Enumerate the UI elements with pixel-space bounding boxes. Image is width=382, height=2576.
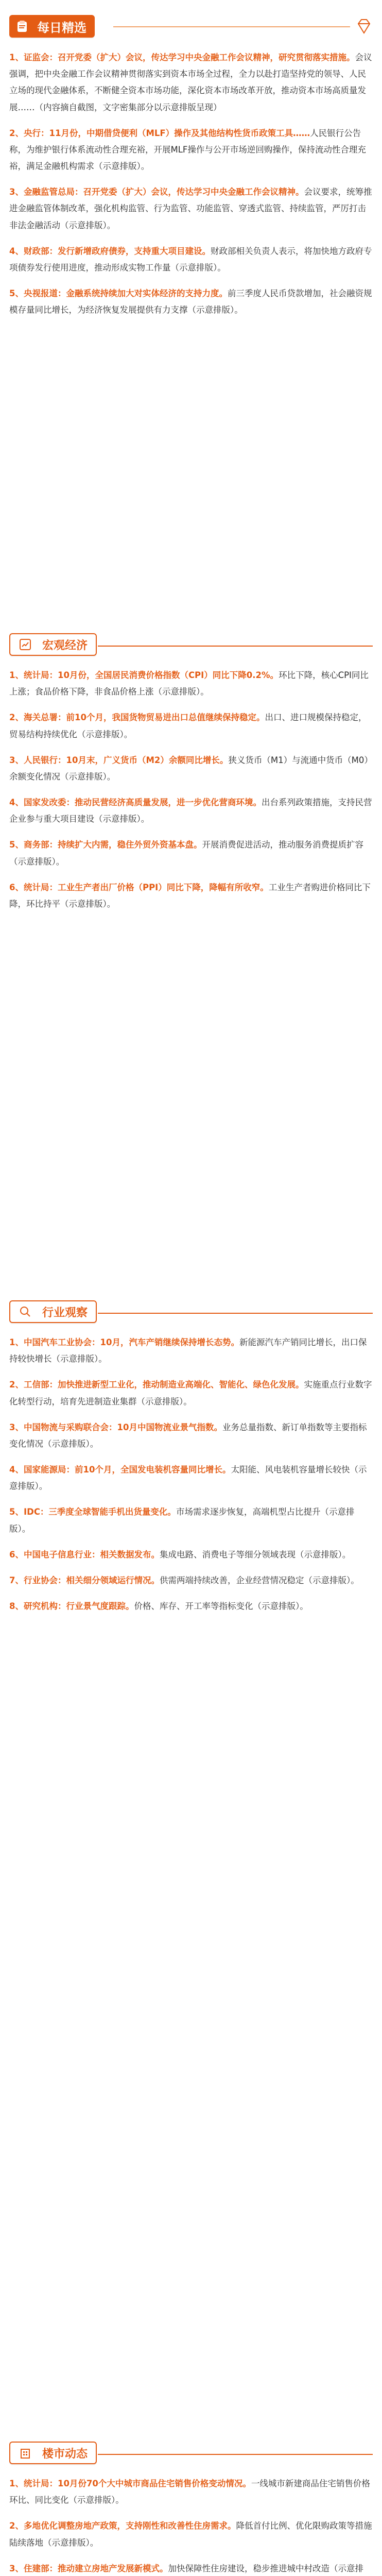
list-item (9, 794, 373, 827)
item-body: 出台系列政策措施，支持民营企业参与重大项目建设（示意排版）。 (9, 798, 372, 824)
item-lead: 央行：11月份，中期借贷便利（MLF）操作及其他结构性货币政策工具…… (23, 128, 310, 138)
list-item (9, 49, 373, 116)
list-item (9, 752, 373, 785)
diamond-icon (355, 18, 373, 35)
item-number: 5、 (9, 1507, 24, 1517)
chart-icon (19, 638, 32, 651)
list-item (9, 2476, 373, 2509)
list-item (9, 1598, 373, 1615)
item-body: 业务总量指数、新订单指数等主要指标变化情况（示意排版）。 (9, 1422, 367, 1449)
list-item (9, 184, 373, 234)
list-item (9, 2561, 373, 2576)
magnifier-icon (19, 1305, 32, 1318)
list-item (9, 243, 373, 276)
section-header-daily (0, 8, 382, 44)
section-header-property (0, 2434, 382, 2470)
list-item (9, 1419, 373, 1452)
item-number: 2、 (9, 128, 24, 138)
industry-content (9, 1334, 373, 1624)
item-body: 降低首付比例、优化限购政策等措施陆续落地（示意排版）。 (9, 2521, 372, 2548)
item-body: 环比下降，核心CPI同比上涨；食品价格下降，非食品价格上涨（示意排版）。 (9, 670, 369, 697)
list-item (9, 879, 373, 912)
section-rule (98, 1313, 373, 1314)
item-lead: 海关总署：前10个月，我国货物贸易进出口总值继续保持稳定。 (23, 713, 265, 723)
item-body: 人民银行公告称，为维护银行体系流动性合理充裕，开展MLF操作与公开市场逆回购操作，保持流动性合理充裕，满足金融机构需求（示意排版）。 (9, 128, 366, 172)
item-number: 5、 (9, 840, 24, 850)
item-number: 7、 (9, 1575, 24, 1585)
list-item (9, 1572, 373, 1589)
item-number: 3、 (9, 1422, 24, 1432)
item-lead: 商务部：持续扩大内需，稳住外贸外资基本盘。 (23, 840, 202, 850)
item-lead: 国家发改委：推动民营经济高质量发展，进一步优化营商环境。 (23, 798, 262, 808)
item-body: 前三季度人民币贷款增加，社会融资规模存量同比增长，为经济恢复发展提供有力支撑（示意排版）。 (9, 289, 372, 315)
item-body: 供需两端持续改善，企业经营情况稳定（示意排版）。 (159, 1575, 359, 1585)
item-lead: 央视报道：金融系统持续加大对实体经济的支持力度。 (23, 289, 228, 299)
list-item (9, 1547, 373, 1563)
item-lead: 住建部：推动建立房地产发展新模式。 (23, 2563, 168, 2573)
item-body: 出口、进口规模保持稳定，贸易结构持续优化（示意排版）。 (9, 713, 367, 739)
item-number: 4、 (9, 798, 24, 808)
item-lead: 统计局：10月份，全国居民消费价格指数（CPI）同比下降0.2%。 (23, 670, 279, 680)
item-lead: 人民银行：10月末，广义货币（M2）余额同比增长。 (23, 755, 229, 765)
list-item (9, 1462, 373, 1495)
section-tag-daily (9, 15, 95, 38)
building-icon (19, 2446, 32, 2460)
item-lead: 中国电子信息行业：相关数据发布。 (23, 1549, 160, 1560)
list-item (9, 1334, 373, 1367)
item-number: 1、 (9, 2479, 24, 2488)
item-number: 6、 (9, 1549, 24, 1560)
item-lead: 金融监管总局：召开党委（扩大）会议，传达学习中央金融工作会议精神。 (23, 187, 304, 197)
list-item (9, 667, 373, 700)
item-lead: 工信部：加快推进新型工业化，推动制造业高端化、智能化、绿色化发展。 (23, 1380, 304, 1390)
item-body: 财政部相关负责人表示，将加快地方政府专项债券发行使用进度，推动形成实物工作量（示意排版）。 (9, 246, 372, 273)
item-lead: IDC：三季度全球智能手机出货量变化。 (23, 1507, 176, 1517)
macro-content (9, 667, 373, 922)
item-number: 4、 (9, 246, 24, 256)
item-body: 实施重点行业数字化转型行动，培育先进制造业集群（示意排版）。 (9, 1380, 372, 1406)
clipboard-icon (15, 20, 29, 33)
section-title-daily: 每日精选 (37, 20, 86, 35)
item-body: 开展消费促进活动，推动服务消费提质扩容（示意排版）。 (9, 840, 363, 867)
item-body: 会议要求，统筹推进金融监管体制改革，强化机构监管、行为监管、功能监管、穿透式监管、持续监管，严厉打击非法金融活动（示意排版）。 (9, 187, 372, 230)
item-lead: 行业协会：相关细分领域运行情况。 (23, 1575, 160, 1585)
item-body: 工业生产者购进价格同比下降，环比持平（示意排版）。 (9, 882, 371, 909)
item-number: 3、 (9, 755, 24, 765)
item-number: 6、 (9, 882, 24, 892)
list-item (9, 709, 373, 742)
section-header-industry (0, 1293, 382, 1329)
list-item (9, 1377, 373, 1410)
section-tag-industry (9, 1300, 97, 1323)
item-number: 1、 (9, 1337, 24, 1347)
daily-content (9, 49, 373, 328)
item-lead: 财政部：发行新增政府债券，支持重大项目建设。 (23, 246, 211, 256)
item-body: 太阳能、风电装机容量增长较快（示意排版）。 (9, 1465, 367, 1492)
section-header-macro (0, 626, 382, 662)
section-rule (113, 26, 350, 27)
item-body: 集成电路、消费电子等细分领域表现（示意排版）。 (159, 1549, 351, 1560)
list-item (9, 285, 373, 318)
item-lead: 证监会：召开党委（扩大）会议，传达学习中央金融工作会议精神，研究贯彻落实措施。 (23, 53, 355, 62)
item-lead: 多地优化调整房地产政策，支持刚性和改善性住房需求。 (23, 2521, 236, 2531)
item-body: 一线城市新建商品住宅销售价格环比、同比变化（示意排版）。 (9, 2479, 370, 2505)
item-number: 5、 (9, 289, 24, 299)
item-lead: 统计局：工业生产者出厂价格（PPI）同比下降，降幅有所收窄。 (23, 882, 269, 892)
item-body: 市场需求逐步恢复，高端机型占比提升（示意排版）。 (9, 1507, 355, 1534)
item-number: 2、 (9, 713, 24, 723)
item-number: 2、 (9, 2521, 24, 2531)
item-lead: 中国物流与采购联合会：10月中国物流业景气指数。 (23, 1422, 222, 1432)
item-lead: 国家能源局：前10个月，全国发电装机容量同比增长。 (23, 1465, 231, 1475)
item-lead: 统计局：10月份70个大中城市商品住宅销售价格变动情况。 (23, 2479, 251, 2488)
section-tag-macro (9, 633, 97, 656)
item-body: 会议强调，把中央金融工作会议精神贯彻落实到资本市场全过程，全力以赴打造坚持党的领导、人民立场的现代金融体系，不断健全资本市场功能，深化资本市场改革开放，推动资本市场高质量发展……（内容摘自截图，文字密集部分以示意排版呈现） (9, 53, 372, 112)
list-item (9, 837, 373, 870)
section-title-property: 楼市动态 (42, 2447, 88, 2461)
section-rule (98, 2454, 373, 2455)
list-item (9, 1504, 373, 1537)
property-content (9, 2476, 373, 2576)
item-lead: 研究机构：行业景气度跟踪。 (23, 1601, 134, 1612)
item-number: 3、 (9, 2563, 24, 2573)
item-number: 1、 (9, 670, 24, 680)
section-title-macro: 宏观经济 (42, 639, 88, 652)
item-number: 2、 (9, 1380, 24, 1390)
item-number: 4、 (9, 1465, 24, 1475)
list-item (9, 2518, 373, 2551)
section-tag-property (9, 2442, 97, 2464)
item-body: 狭义货币（M1）与流通中货币（M0）余额变化情况（示意排版）。 (9, 755, 373, 782)
item-number: 3、 (9, 187, 24, 197)
list-item (9, 125, 373, 175)
item-number: 8、 (9, 1601, 24, 1612)
item-body: 加快保障性住房建设，稳步推进城中村改造（示意排 (168, 2563, 363, 2573)
item-number: 1、 (9, 53, 24, 62)
item-body: 价格、库存、开工率等指标变化（示意排版）。 (134, 1601, 308, 1612)
section-title-industry: 行业观察 (42, 1306, 88, 1319)
item-lead: 中国汽车工业协会：10月，汽车产销继续保持增长态势。 (23, 1337, 239, 1347)
item-body: 新能源汽车产销同比增长，出口保持较快增长（示意排版）。 (9, 1337, 367, 1364)
section-rule (98, 646, 373, 647)
